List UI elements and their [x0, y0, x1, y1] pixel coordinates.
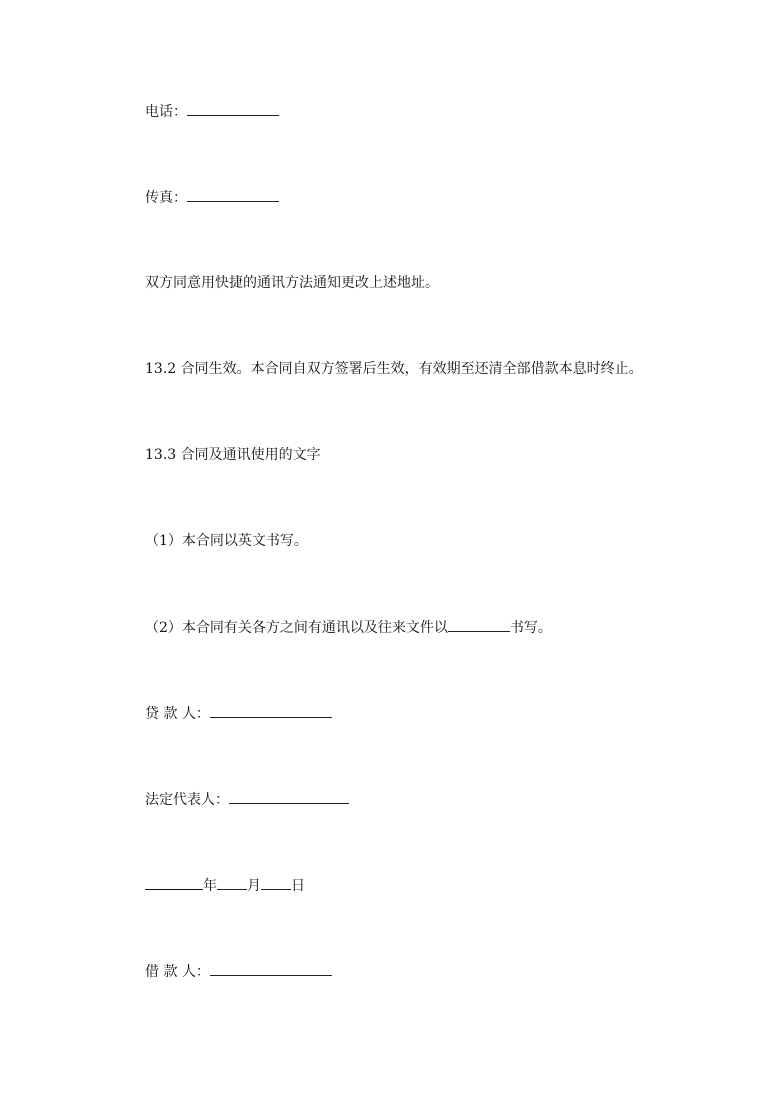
- month-label: 月: [247, 878, 261, 894]
- day-label: 日: [291, 878, 305, 894]
- lender-line: [145, 703, 332, 724]
- day-blank[interactable]: [261, 875, 291, 890]
- year-blank[interactable]: [145, 875, 203, 890]
- clause-item-1: （1）本合同以英文书写。: [145, 533, 308, 549]
- month-blank[interactable]: [217, 875, 247, 890]
- borrower-label: 借 款 人：: [145, 964, 210, 980]
- year-label: 年: [203, 878, 217, 894]
- borrower-blank[interactable]: [210, 961, 332, 976]
- fax-label: 传真：: [145, 190, 187, 206]
- lender-label: 贷 款 人：: [145, 706, 210, 722]
- legal-rep-label: 法定代表人：: [145, 792, 229, 808]
- clause-item-2: [145, 617, 552, 638]
- legal-rep-line: [145, 789, 349, 810]
- phone-blank[interactable]: [187, 101, 279, 116]
- lender-blank[interactable]: [210, 703, 332, 718]
- item-2-prefix: （2）本合同有关各方之间有通讯以及往来文件以: [145, 620, 448, 636]
- notice-paragraph: 双方同意用快捷的通讯方法通知更改上述地址。: [145, 275, 439, 291]
- clause-13-2: 13.2 合同生效。本合同自双方签署后生效，有效期至还清全部借款本息时终止。: [145, 361, 643, 377]
- phone-line: [145, 101, 279, 122]
- legal-rep-blank[interactable]: [229, 789, 349, 804]
- date-line: [145, 875, 305, 896]
- fax-line: [145, 187, 279, 208]
- fax-blank[interactable]: [187, 187, 279, 202]
- language-blank[interactable]: [448, 617, 510, 632]
- borrower-line: [145, 961, 332, 982]
- clause-13-3-heading: 13.3 合同及通讯使用的文字: [145, 447, 321, 463]
- phone-label: 电话：: [145, 104, 187, 120]
- item-2-suffix: 书写。: [509, 620, 552, 636]
